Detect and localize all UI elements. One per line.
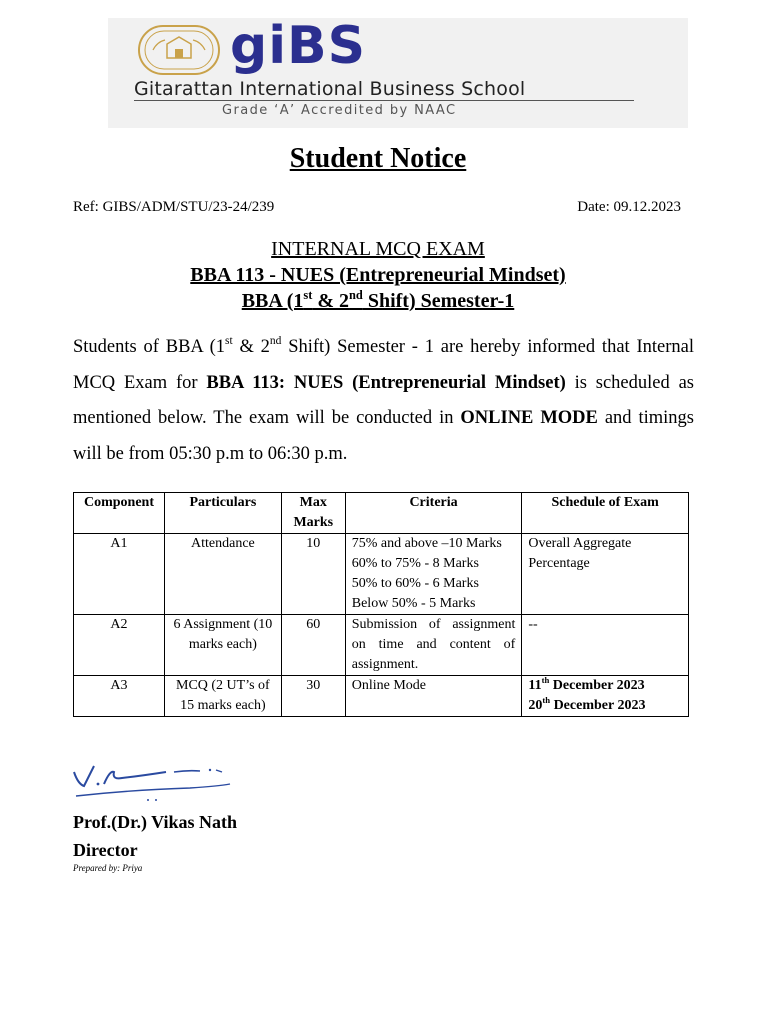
- cell-particulars: Attendance: [164, 534, 281, 615]
- criteria-line: 50% to 60% - 6 Marks: [351, 576, 479, 591]
- header-criteria: Criteria: [345, 493, 522, 534]
- criteria-line: 60% to 75% - 8 Marks: [351, 556, 479, 571]
- signatory-name: Prof.(Dr.) Vikas Nath: [73, 812, 238, 832]
- cell-criteria: [345, 534, 522, 615]
- header-component: Component: [74, 493, 165, 534]
- cell-criteria: Online Mode: [345, 676, 522, 717]
- exam-date: 11th December 2023: [528, 674, 645, 693]
- institute-seal-logo: [135, 24, 223, 76]
- exam-schedule-table: [73, 492, 689, 717]
- table-row: [74, 615, 689, 676]
- cell-max-marks: 10: [281, 534, 345, 615]
- signatory-block: [73, 808, 237, 864]
- director-signature: [70, 758, 240, 806]
- notice-date: Date: 09.12.2023: [577, 199, 681, 215]
- school-name: Gitarattan International Business School: [134, 78, 526, 100]
- header-particulars: Particulars: [164, 493, 281, 534]
- cell-max-marks: 30: [281, 676, 345, 717]
- cell-component: A2: [74, 615, 165, 676]
- criteria-line: Below 50% - 5 Marks: [351, 596, 476, 611]
- reference-number: Ref: GIBS/ADM/STU/23-24/239: [73, 199, 275, 215]
- cell-max-marks: 60: [281, 615, 345, 676]
- table-row: [74, 534, 689, 615]
- exam-heading: INTERNAL MCQ EXAM: [271, 238, 485, 260]
- criteria-line: 75% and above –10 Marks: [351, 536, 502, 551]
- cell-criteria: Submission of assignment on time and content of assignment.: [345, 615, 522, 676]
- program-heading: BBA (1st & 2nd Shift) Semester-1: [241, 287, 515, 312]
- exam-date: 20th December 2023: [528, 694, 646, 713]
- brand-logo-text: giBS: [230, 16, 367, 76]
- header-max-marks: Max Marks: [281, 493, 345, 534]
- cell-schedule: [522, 676, 689, 717]
- cell-schedule: Overall Aggregate Percentage: [522, 534, 689, 615]
- cell-component: A1: [74, 534, 165, 615]
- signatory-title: Director: [73, 840, 138, 860]
- cell-component: A3: [74, 676, 165, 717]
- accreditation-line: Grade ‘A’ Accredited by NAAC: [222, 103, 457, 118]
- prepared-by: Prepared by: Priya: [73, 863, 143, 873]
- cell-particulars: 6 Assignment (10 marks each): [164, 615, 281, 676]
- notice-title: Student Notice: [289, 143, 467, 174]
- table-row: [74, 676, 689, 717]
- header-schedule: Schedule of Exam: [522, 493, 689, 534]
- course-heading: BBA 113 - NUES (Entrepreneurial Mindset): [190, 264, 566, 286]
- table-header-row: [74, 493, 689, 534]
- cell-particulars: MCQ (2 UT’s of 15 marks each): [164, 676, 281, 717]
- letterhead-divider: [134, 100, 634, 101]
- notice-body: Students of BBA (1st & 2nd Shift) Semester - 1 are hereby informed that Internal MCQ Exam for BBA 113: NUES (Entrepreneurial Mindset) is scheduled as mentioned below. The exam will be conducted in ONLINE MODE and timings will be from 05:30 p.m to 06:30 p.m.: [73, 335, 695, 464]
- cell-schedule: --: [522, 615, 689, 676]
